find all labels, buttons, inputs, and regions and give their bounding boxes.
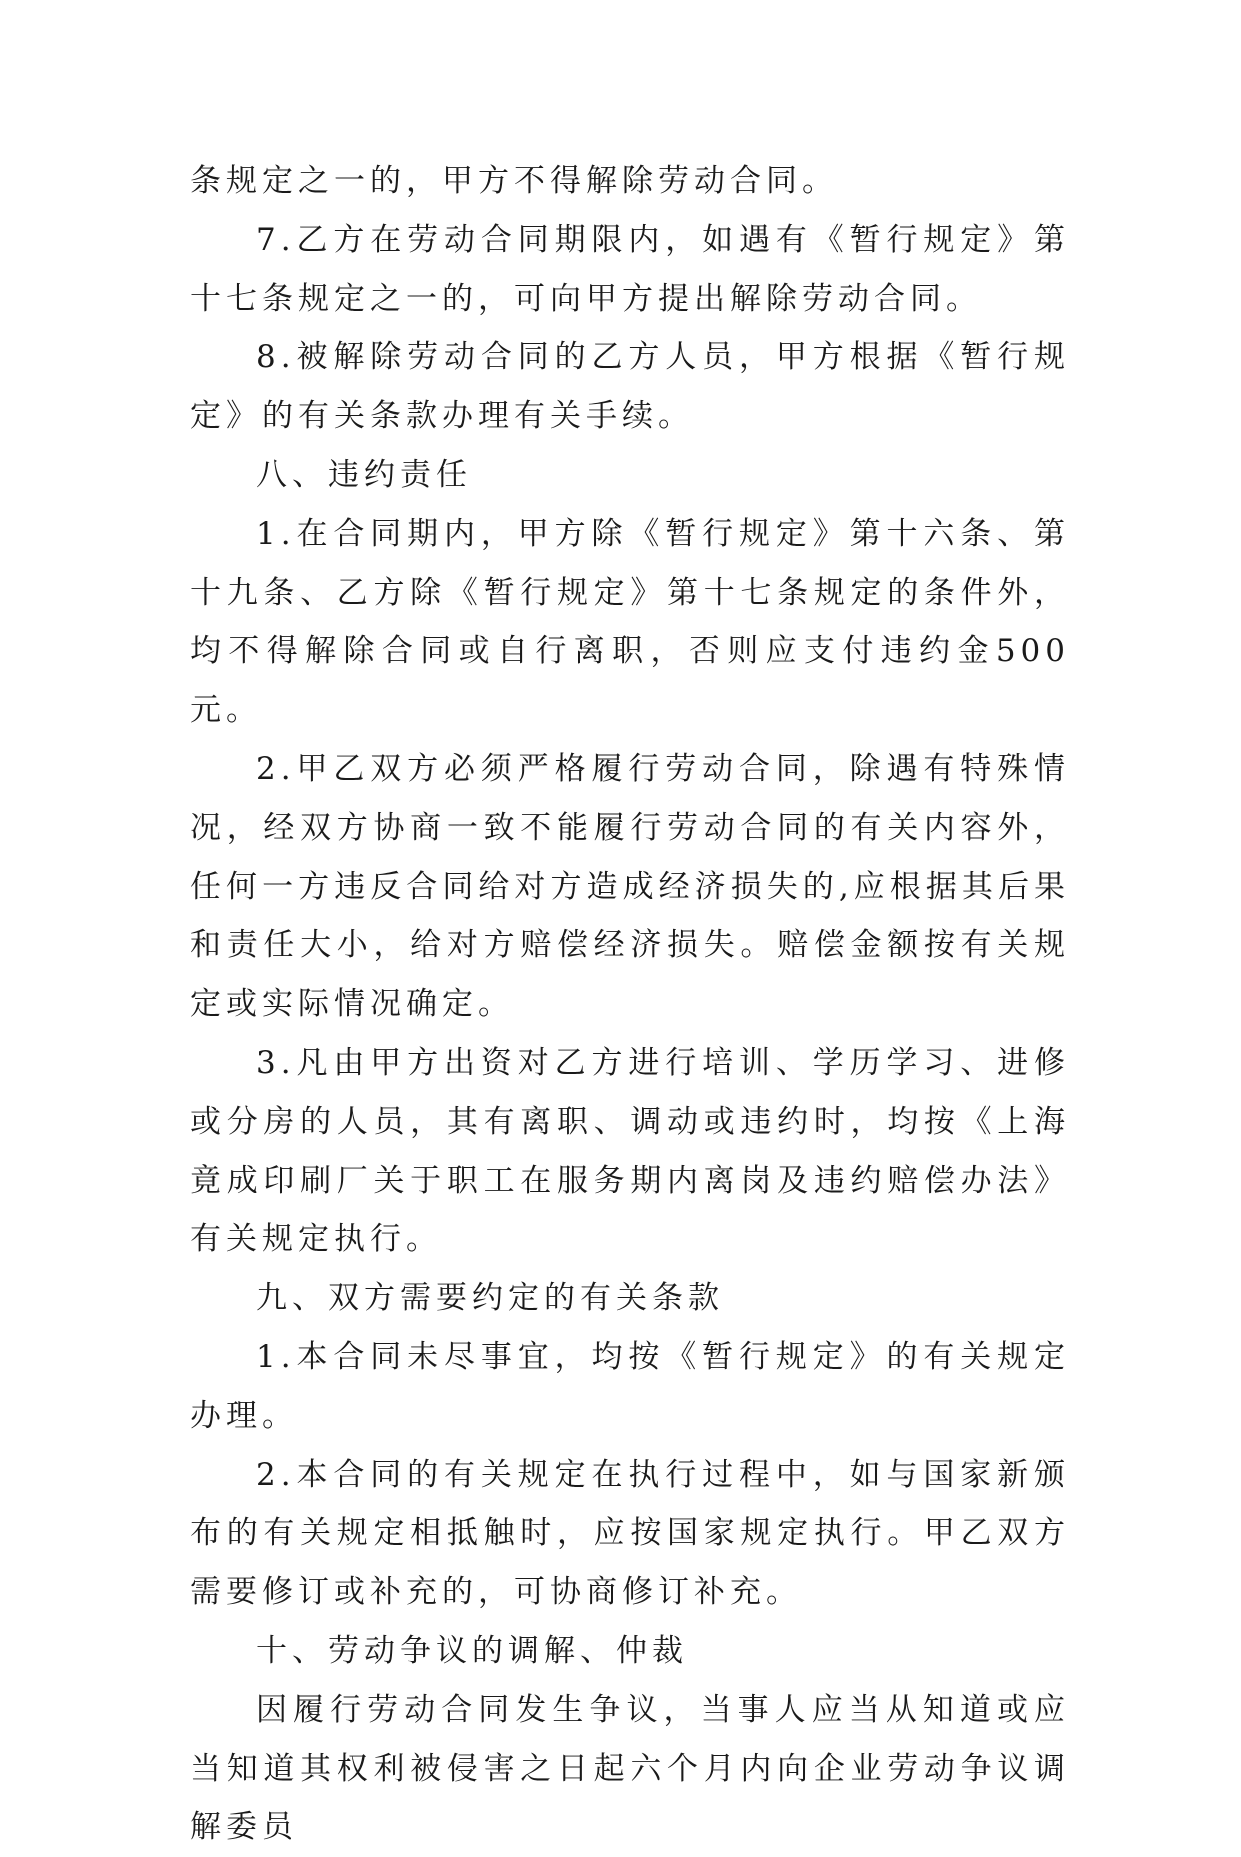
paragraph-item-8: 8.被解除劳动合同的乙方人员，甲方根据《暂行规定》的有关条款办理有关手续。 — [190, 339, 1070, 435]
paragraph-breach-1: 1.在合同期内，甲方除《暂行规定》第十六条、第十九条、乙方除《暂行规定》第十七条规定的条件外，均不得解除合同或自行离职，否则应支付违约金500元。 — [190, 515, 1070, 729]
paragraph-terms-1: 1.本合同未尽事宜，均按《暂行规定》的有关规定办理。 — [190, 1338, 1070, 1434]
document-body — [190, 152, 1070, 1857]
paragraph-terms-2: 2.本合同的有关规定在执行过程中，如与国家新颁布的有关规定相抵触时，应按国家规定执行。甲乙双方需要修订或补充的，可协商修订补充。 — [190, 1456, 1070, 1611]
section-heading-dispute-mediation: 十、劳动争议的调解、仲裁 — [256, 1632, 688, 1669]
paragraph-continuation: 条规定之一的，甲方不得解除劳动合同。 — [190, 163, 838, 199]
paragraph-item-7: 7.乙方在劳动合同期限内，如遇有《暂行规定》第十七条规定之一的，可向甲方提出解除劳动合同。 — [190, 221, 1070, 317]
paragraph-breach-3: 3.凡由甲方出资对乙方进行培训、学历学习、进修或分房的人员，其有离职、调动或违约时，均按《上海竟成印刷厂关于职工在服务期内离岗及违约赔偿办法》有关规定执行。 — [190, 1044, 1070, 1258]
section-heading-breach-liability: 八、违约责任 — [256, 456, 472, 493]
paragraph-dispute: 因履行劳动合同发生争议，当事人应当从知道或应当知道其权利被侵害之日起六个月内向企业劳动争议调解委员 — [190, 1691, 1070, 1846]
section-heading-agreed-terms: 九、双方需要约定的有关条款 — [256, 1280, 724, 1317]
paragraph-breach-2: 2.甲乙双方必须严格履行劳动合同，除遇有特殊情况，经双方协商一致不能履行劳动合同的有关内容外，任何一方违反合同给对方造成经济损失的,应根据其后果和责任大小，给对方赔偿经济损失。赔偿金额按有关规定或实际情况确定。 — [190, 750, 1070, 1023]
